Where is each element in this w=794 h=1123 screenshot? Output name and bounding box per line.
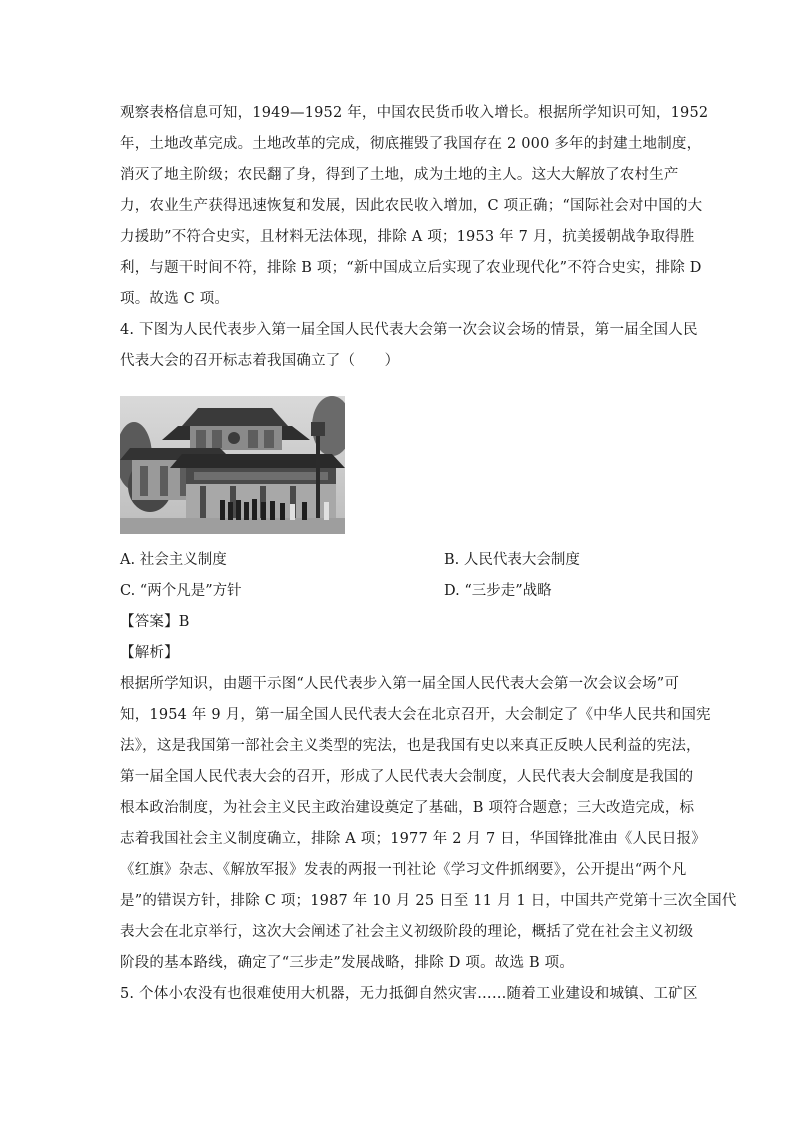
analysis-line: 根据所学知识，由题干示图“人民代表步入第一届全国人民代表大会第一次会议会场”可 (120, 676, 680, 692)
passage-line: 力援助”不符合史实，且材料无法体现，排除 A 项；1953 年 7 月，抗美援朝战争取得胜 (120, 229, 695, 245)
passage-line: 项。故选 C 项。 (120, 291, 230, 307)
analysis-line: 志着我国社会主义制度确立，排除 A 项；1977 年 2 月 7 日，华国锋批准由《人民日报》 (120, 831, 706, 847)
option-d: D. “三步走”战略 (444, 583, 552, 599)
question-5-stem: 5. 个体小农没有也很难使用大机器，无力抵御自然灾害……随着工业建设和城镇、工矿区 (120, 986, 698, 1002)
analysis-line: 《红旗》杂志、《解放军报》发表的两报一刊社论《学习文件抓纲要》，公开提出“两个凡 (120, 862, 687, 878)
passage-line: 力，农业生产获得迅速恢复和发展，因此农民收入增加，C 项正确；“国际社会对中国的大 (120, 198, 703, 214)
analysis-line: 表大会在北京举行，这次大会阐述了社会主义初级阶段的理论，概括了党在社会主义初级 (120, 924, 694, 940)
analysis-label: 【解析】 (120, 645, 179, 661)
analysis-line: 是”的错误方针，排除 C 项；1987 年 10 月 25 日至 11 月 1 日，中国共产党第十三次全国代 (120, 893, 737, 909)
option-c: C. “两个凡是”方针 (120, 583, 242, 599)
question-4-stem: 代表大会的召开标志着我国确立了（ ） (120, 353, 400, 369)
option-b: B. 人民代表大会制度 (444, 552, 580, 568)
passage-line: 消灭了地主阶级；农民翻了身，得到了土地，成为土地的主人。这大大解放了农村生产 (120, 167, 679, 183)
answer-label: 【答案】B (120, 614, 190, 630)
analysis-line: 法》，这是我国第一部社会主义类型的宪法，也是我国有史以来真正反映人民利益的宪法， (120, 738, 701, 754)
analysis-line: 第一届全国人民代表大会的召开，形成了人民代表大会制度，人民代表大会制度是我国的 (120, 769, 694, 785)
analysis-line: 知，1954 年 9 月，第一届全国人民代表大会在北京召开，大会制定了《中华人民共和国宪 (120, 707, 711, 723)
passage-line: 观察表格信息可知，1949—1952 年，中国农民货币收入增长。根据所学知识可知，1952 (120, 105, 709, 121)
passage-line: 年，土地改革完成。土地改革的完成，彻底摧毁了我国存在 2 000 多年的封建土地制度， (120, 136, 702, 152)
passage-line: 利，与题干时间不符，排除 B 项；“新中国成立后实现了农业现代化”不符合史实，排除 D (120, 260, 702, 276)
analysis-line: 阶段的基本路线，确定了“三步走”发展战略，排除 D 项。故选 B 项。 (120, 955, 575, 971)
analysis-line: 根本政治制度，为社会主义民主政治建设奠定了基础，B 项符合题意；三大改造完成，标 (120, 800, 695, 816)
question-4-stem: 4. 下图为人民代表步入第一届全国人民代表大会第一次会议会场的情景，第一届全国人民 (120, 322, 698, 338)
congress-hall-photo (120, 396, 345, 534)
option-a: A. 社会主义制度 (120, 552, 227, 568)
